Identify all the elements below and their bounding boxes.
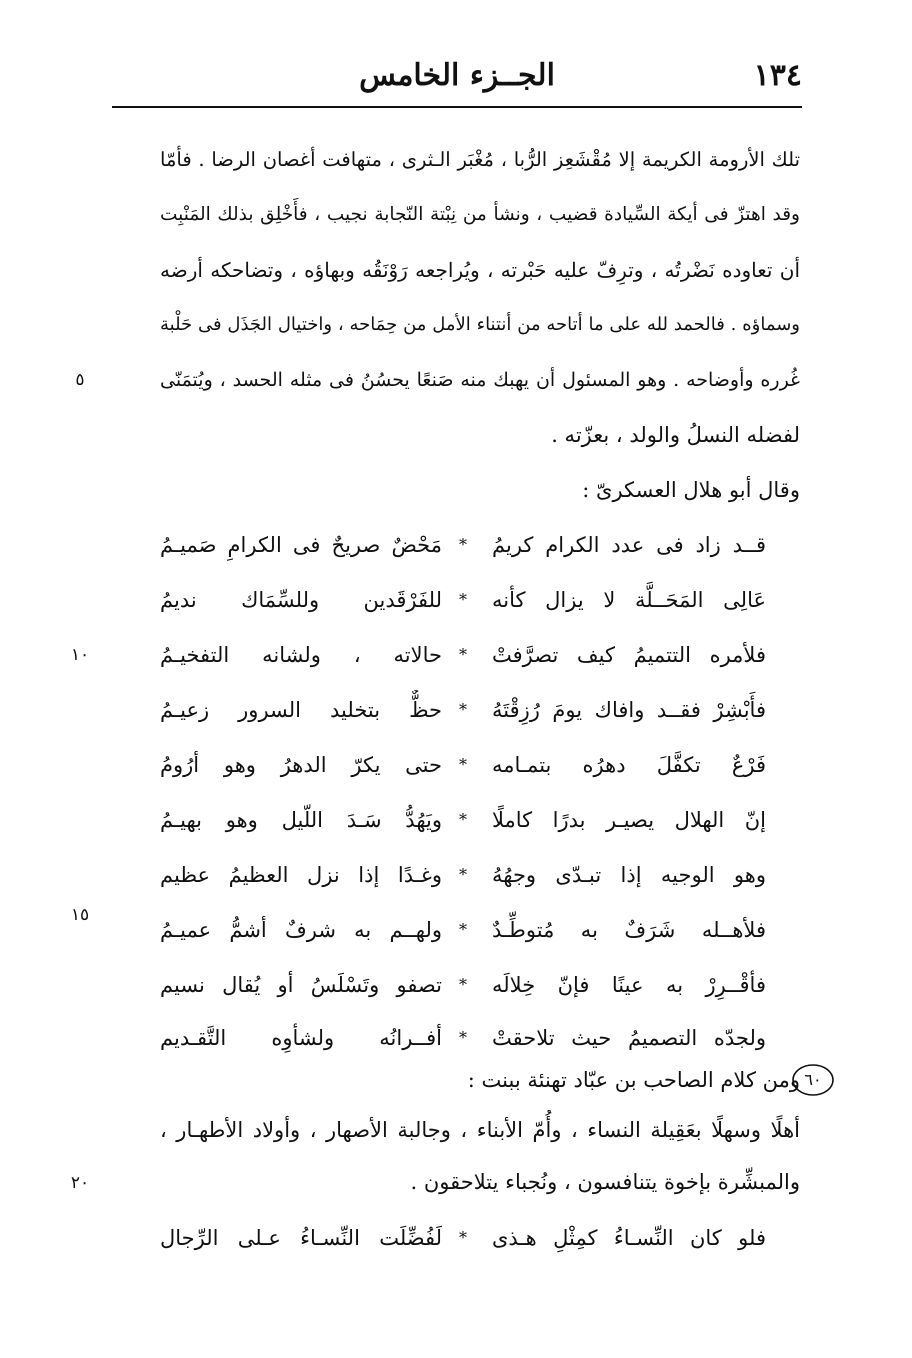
verse-second-hemistich: لَفُضِّلَت النِّسـاءُ عـلى الرِّجال bbox=[160, 1226, 442, 1250]
page-header bbox=[112, 50, 802, 108]
verse-first-hemistich: قــد زاد فى عدد الكرام كريمُ bbox=[492, 533, 766, 557]
verse-separator: * bbox=[459, 700, 467, 719]
margin-mark-number: ٦٠ bbox=[804, 1070, 822, 1089]
verse-row bbox=[160, 965, 800, 1005]
verse-first-hemistich: ولجدّه التصميمُ حيث تلاحقتْ bbox=[492, 1026, 766, 1050]
verse-second-hemistich: للفَرْقَدين وللسِّمَاك نديمُ bbox=[160, 588, 442, 612]
verse-row bbox=[160, 745, 800, 785]
poem-intro: وقال أبو هلال العسكرىّ : bbox=[582, 478, 800, 502]
verse-row bbox=[160, 580, 800, 620]
verse-first-hemistich: وهو الوجيه إذا تبـدّى وجهُهُ bbox=[492, 863, 766, 887]
verse-separator: * bbox=[459, 1028, 467, 1047]
margin-page-mark bbox=[790, 1061, 836, 1099]
header-rule bbox=[112, 106, 802, 108]
running-title: الجــزء الخامس bbox=[359, 58, 555, 93]
verse-first-hemistich: فَرْعٌ تكفَّلَ دهرُه بتمـامه bbox=[492, 753, 766, 777]
verse-separator: * bbox=[459, 1228, 467, 1247]
verse-first-hemistich: فلأمره التتميمُ كيف تصرَّفتْ bbox=[492, 643, 766, 667]
line-number: ٢٠ bbox=[70, 1173, 90, 1193]
verse-separator: * bbox=[459, 920, 467, 939]
page-number: ١٣٤ bbox=[753, 58, 802, 93]
verse-second-hemistich: مَحْضٌ صريحٌ فى الكرامِ صَميـمُ bbox=[160, 533, 442, 557]
line-number: ١٥ bbox=[70, 905, 90, 925]
verse-row bbox=[160, 635, 800, 675]
line-number: ٥ bbox=[75, 370, 85, 390]
verse-first-hemistich: فأَبْشِرْ فقــد وافاك يومَ رُزِقْتَهُ bbox=[492, 698, 766, 722]
verse-row bbox=[160, 1218, 800, 1258]
verse-separator: * bbox=[459, 535, 467, 554]
verse-second-hemistich: حظٌّ بتخليد السرور زعيـمُ bbox=[160, 698, 442, 722]
verse-first-hemistich: فأقْــرِرْ به عينًا فإنّ خِلالَه bbox=[492, 973, 766, 997]
verse-separator: * bbox=[459, 590, 467, 609]
verse-second-hemistich: وغـدًا إذا نزل العظيمُ عظيم bbox=[160, 863, 442, 887]
verse-separator: * bbox=[459, 645, 467, 664]
prose-line: وقد اهتزّ فى أيكة السِّيادة قضيب ، ونشأ من نِبْتة النّجابة نجيب ، فأَخْلِق بذلك المَنْبِت bbox=[160, 204, 800, 225]
prose-line: وسماؤه . فالحمد لله على ما أتاحه من أنتناء الأمل من حِمَاحه ، واختيال الجَذَل فى حَلْبة bbox=[160, 314, 800, 335]
verse-second-hemistich: حتى يكرّ الدهرُ وهو أرُومُ bbox=[160, 753, 442, 777]
verse-first-hemistich: فلأهــله شَرَفٌ به مُتوطِّـدٌ bbox=[492, 918, 766, 942]
verse-second-hemistich: ويَهُدُّ سَـدَ اللّيل وهو بهيـمُ bbox=[160, 808, 442, 832]
verse-first-hemistich: إنّ الهلال يصيـر بدرًا كاملًا bbox=[492, 808, 766, 832]
verse-row bbox=[160, 910, 800, 950]
prose-line: لفضله النسلُ والولد ، بعزّته . bbox=[551, 423, 800, 447]
prose-line: غُرره وأوضاحه . وهو المسئول أن يهبك منه صَنعًا يحسُنُ فى مثله الحسد ، ويُتمَنّى bbox=[160, 369, 800, 391]
verse-first-hemistich: فلو كان النِّسـاءُ كمِثْلِ هـذى bbox=[492, 1226, 766, 1250]
verse-row bbox=[160, 800, 800, 840]
verse-second-hemistich: تصفو وتَسْلَسُ أو يُقال نسيم bbox=[160, 973, 442, 997]
prose-line: أن تعاوده نَضْرتُه ، وترِفّ عليه حَبْرته ، ويُراجعه رَوْنَقُه وبهاؤه ، وتضاحكه أرضه bbox=[160, 258, 800, 282]
verse-row bbox=[160, 525, 800, 565]
verse-first-hemistich: عَالِى المَحَــلَّة لا يزال كأنه bbox=[492, 588, 766, 612]
verse-separator: * bbox=[459, 810, 467, 829]
verse-separator: * bbox=[459, 865, 467, 884]
verse-row bbox=[160, 1018, 800, 1058]
verse-separator: * bbox=[459, 755, 467, 774]
verse-separator: * bbox=[459, 975, 467, 994]
prose-line: تلك الأرومة الكريمة إلا مُقْشَعِز الرُّبا ، مُغْبَر الـثرى ، متهافت أغصان الرضا . فأمّا bbox=[160, 148, 800, 171]
line-number: ١٠ bbox=[70, 645, 90, 665]
verse-second-hemistich: حالاته ، ولشانه التفخيـمُ bbox=[160, 643, 442, 667]
verse-row bbox=[160, 690, 800, 730]
prose-line: أهلًا وسهلًا بعَقِيلة النساء ، وأُمّ الأبناء ، وجالبة الأصهار ، وأولاد الأطهـار ، bbox=[160, 1118, 800, 1142]
prose-intro: ومن كلام الصاحب بن عبّاد تهنئة ببنت : bbox=[467, 1068, 800, 1092]
verse-second-hemistich: أفــرانُه ولشأوِه التَّقـديم bbox=[160, 1026, 442, 1050]
verse-row bbox=[160, 855, 800, 895]
verse-second-hemistich: ولهــم به شرفٌ أشمُّ عميـمُ bbox=[160, 918, 442, 942]
prose-line: والمبشِّرة بإخوة يتنافسون ، ونُجباء يتلاحقون . bbox=[410, 1170, 800, 1194]
